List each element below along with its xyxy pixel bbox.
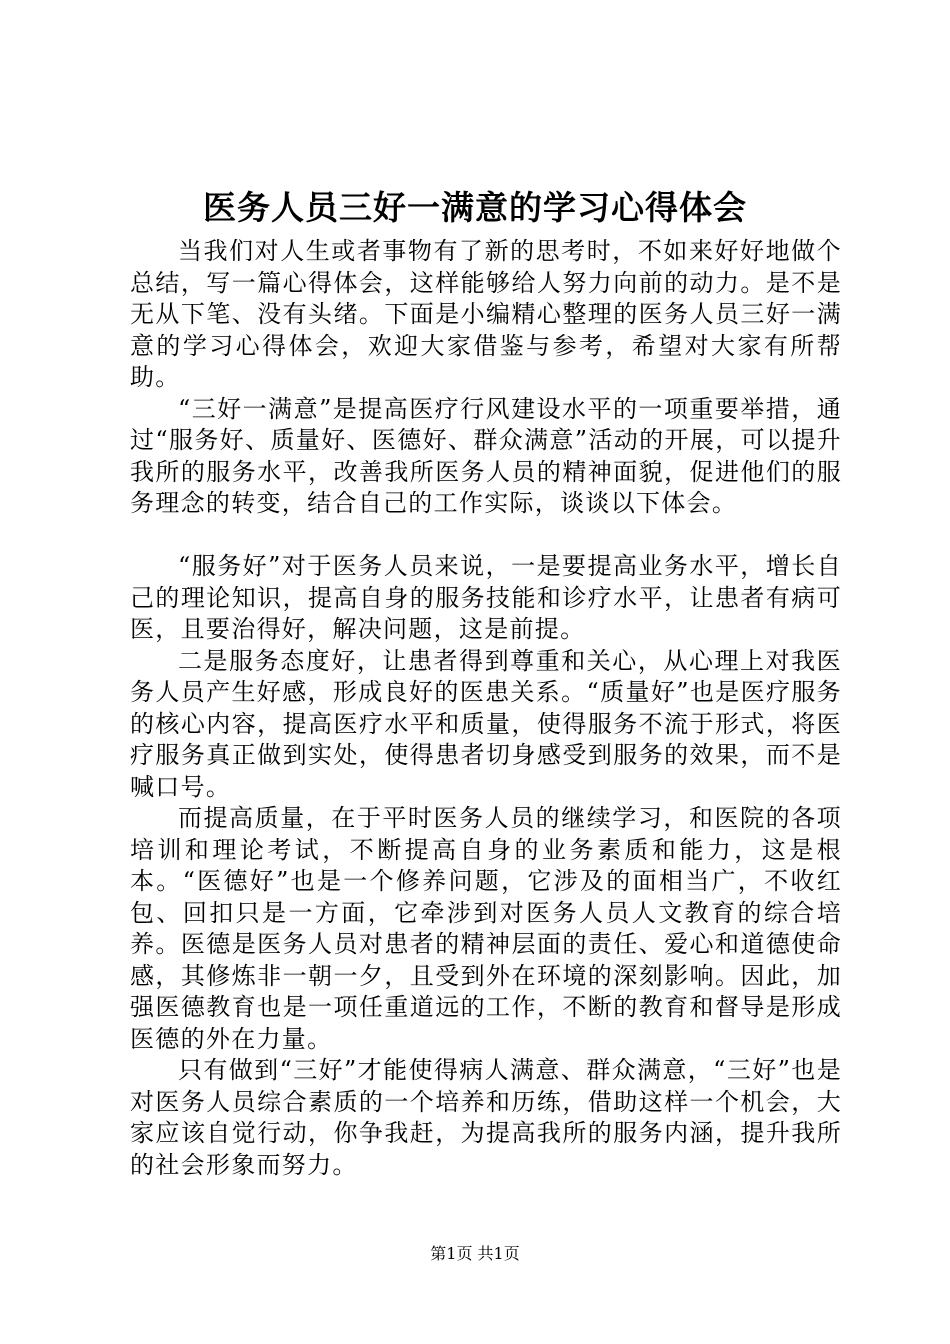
document-title: 医务人员三好一满意的学习心得体会: [203, 188, 747, 227]
paragraph-spacer: [130, 520, 842, 552]
paragraph-intro: 当我们对人生或者事物有了新的思考时，不如来好好地做个总结，写一篇心得体会，这样能够给人努力向前的动力。是不是无从下笔、没有头绪。下面是小编精心整理的医务人员三好一满意的学习心得体会，欢迎大家借鉴与参考，希望对大家有所帮助。: [130, 237, 842, 391]
paragraph-conclusion: 只有做到“三好”才能使得病人满意、群众满意，“三好”也是对医务人员综合素质的一个培养和历练，借助这样一个机会，大家应该自觉行动，你争我赶，为提高我所的服务内涵，提升我所的社会形象而努力。: [130, 1056, 842, 1179]
page-number-footer: 第1页 共1页: [430, 1244, 520, 1263]
paragraph-service-attitude: 二是服务态度好，让患者得到尊重和关心，从心理上对我医务人员产生好感，形成良好的医患关系。“质量好”也是医疗服务的核心内容，提高医疗水平和质量，使得服务不流于形式，将医疗服务真正做到实处，使得患者切身感受到服务的效果，而不是喊口号。: [130, 646, 842, 801]
paragraph-good-service: “服务好”对于医务人员来说，一是要提高业务水平，增长自己的理论知识，提高自身的服务技能和诊疗水平，让患者有病可医，且要治得好，解决问题，这是前提。: [130, 552, 842, 643]
paragraph-measure: “三好一满意”是提高医疗行风建设水平的一项重要举措，通过“服务好、质量好、医德好、群众满意”活动的开展，可以提升我所的服务水平，改善我所医务人员的精神面貌，促进他们的服务理念的转变，结合自己的工作实际，谈谈以下体会。: [130, 394, 842, 517]
document-body: [130, 236, 842, 1181]
paragraph-quality-ethics: 而提高质量，在于平时医务人员的继续学习，和医院的各项培训和理论考试，不断提高自身的业务素质和能力，这是根本。“医德好”也是一个修养问题，它涉及的面相当广，不收红包、回扣只是一方面，它牵涉到对医务人员人文教育的综合培养。医德是医务人员对患者的精神层面的责任、爱心和道德使命感，其修炼非一朝一夕，且受到外在环境的深刻影响。因此，加强医德教育也是一项任重道远的工作，不断的教育和督导是形成医德的外在力量。: [130, 804, 842, 1053]
